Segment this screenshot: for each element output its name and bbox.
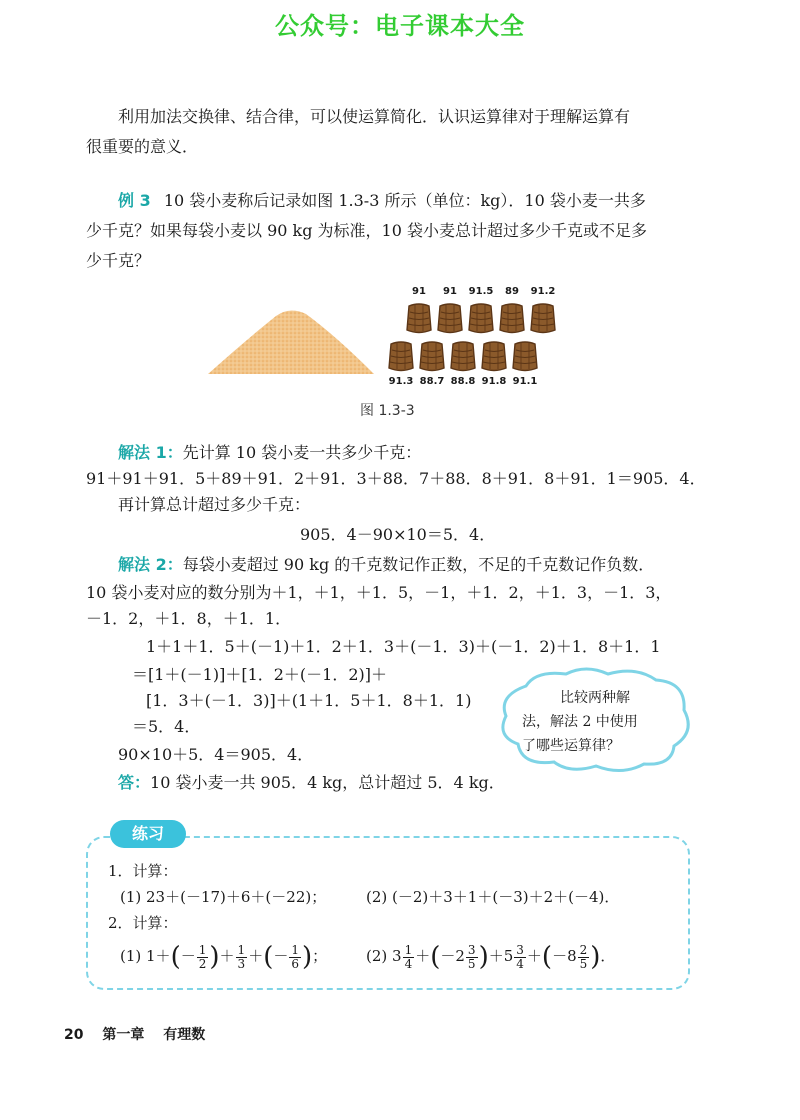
wheat-pile-image (206, 300, 376, 380)
bottom-weight-label: 91.3 (388, 376, 414, 387)
solution1-label: 解法 1： (118, 443, 183, 462)
exercise-q1a: (1) 23＋(－17)＋6＋(－22)； (120, 888, 327, 906)
solution1-line-1 (118, 440, 421, 466)
solution2-line-3: －1．2，＋1．8，＋1．1． (86, 609, 292, 628)
bottom-weight-label: 91.8 (481, 376, 507, 387)
paren-open: ( (541, 942, 553, 972)
solution2-text: 每袋小麦超过 90 kg 的千克数记作正数，不足的千克数记作负数． (182, 555, 655, 574)
fraction (403, 944, 415, 971)
solution2-line-2: 10 袋小麦对应的数分别为＋1，＋1，＋1．5，－1，＋1．2，＋1．3，－1．3， (86, 583, 672, 602)
paren-close: ) (590, 942, 601, 972)
example-line-3: 少千克？ (86, 251, 151, 270)
answer-line (118, 770, 505, 796)
bottom-weight-label: 88.8 (450, 376, 476, 387)
exercise-q1b: (2) (－2)＋3＋1＋(－3)＋2＋(－4)． (366, 888, 620, 906)
chapter-label: 第一章 (102, 1027, 145, 1043)
fraction-den: 4 (404, 956, 413, 971)
q2a-prefix: (1) 1＋ (120, 947, 171, 965)
q2a-end: ； (312, 947, 328, 965)
solution2-calc-4: ＝5．4． (132, 717, 201, 736)
q2b-f4-sign: －8 (552, 947, 577, 965)
fraction (236, 944, 248, 971)
q2a-mid-2: ＋ (248, 947, 264, 965)
paren-open: ( (170, 942, 181, 972)
q2b-mid: ＋5 (488, 947, 514, 965)
fraction-den: 5 (579, 956, 588, 971)
fraction (578, 944, 590, 971)
fraction-den: 3 (237, 956, 246, 971)
wheat-sack-icon (404, 302, 434, 334)
paren-close: ) (209, 942, 220, 972)
q2a-f1-sign: － (180, 947, 196, 965)
solution2-calc-3: [1．3＋(－1．3)]＋(1＋1．5＋1．8＋1．1) (146, 691, 472, 710)
solution1-line-3: 再计算总计超过多少千克： (118, 495, 311, 514)
top-weight-label: 91 (443, 286, 457, 297)
paren-close: ) (302, 942, 313, 972)
solution2-line-1 (118, 552, 654, 578)
example-line-1 (118, 188, 646, 214)
exercise-q2a (120, 936, 327, 977)
bottom-weight-label: 88.7 (419, 376, 445, 387)
fraction-num: 3 (467, 942, 476, 957)
fraction (289, 944, 301, 971)
exercise-q1-label: 1．计算： (108, 862, 178, 880)
top-weight-label: 91.5 (468, 286, 494, 297)
fraction-num: 1 (237, 942, 246, 957)
fraction-den: 6 (291, 956, 300, 971)
top-weight-label: 91 (412, 286, 426, 297)
wheat-sack-icon (528, 302, 558, 334)
wheat-sack-icon (417, 340, 447, 372)
fraction-num: 1 (404, 942, 413, 957)
example-text-1: 10 袋小麦称后记录如图 1.3-3 所示（单位：kg）．10 袋小麦一共多 (163, 191, 646, 210)
fraction-den: 2 (198, 956, 207, 971)
fraction (466, 944, 478, 971)
intro-line-2: 很重要的意义． (86, 137, 199, 156)
wheat-sack-icon (466, 302, 496, 334)
fraction-num: 1 (291, 942, 300, 957)
exercise-q2b (366, 936, 615, 977)
answer-label: 答： (118, 773, 151, 792)
example-line-2: 少千克？如果每袋小麦以 90 kg 为标准，10 袋小麦总计超过多少千克或不足多 (86, 221, 648, 240)
wheat-sack-icon (510, 340, 540, 372)
paren-open: ( (430, 942, 441, 972)
wheat-sack-icon (386, 340, 416, 372)
exercise-tab: 练习 (110, 820, 186, 848)
top-weight-label: 91.2 (530, 286, 556, 297)
solution2-calc-2: ＝[1＋(－1)]＋[1．2＋(－1．2)]＋ (132, 665, 388, 684)
paren-open: ( (263, 942, 274, 972)
fraction-num: 1 (198, 942, 207, 957)
top-weight-label: 89 (505, 286, 519, 297)
fraction-num: 2 (579, 942, 588, 957)
wheat-sack-icon (435, 302, 465, 334)
fraction (514, 944, 526, 971)
wheat-sack-icon (479, 340, 509, 372)
solution1-equation-1: 91＋91＋91．5＋89＋91．2＋91．3＋88．7＋88．8＋91．8＋91．1＝905．4． (86, 469, 706, 488)
paren-close: ) (478, 942, 489, 972)
bubble-line-1: 比较两种解 (560, 690, 630, 706)
solution1-text: 先计算 10 袋小麦一共多少千克： (182, 443, 422, 462)
exercise-q2-label: 2．计算： (108, 914, 178, 932)
bottom-weight-label: 91.1 (512, 376, 538, 387)
chapter-title: 有理数 (163, 1027, 206, 1043)
q2a-mid: ＋ (219, 947, 235, 965)
fraction (197, 944, 209, 971)
q2a-f3-sign: － (273, 947, 289, 965)
wheat-sack-icon (448, 340, 478, 372)
answer-text: 10 袋小麦一共 905．4 kg，总计超过 5．4 kg． (150, 773, 505, 792)
example-label: 例 3 (118, 191, 151, 210)
solution1-equation-2: 905．4－90×10＝5．4． (300, 525, 496, 544)
bubble-line-3: 了哪些运算律？ (522, 738, 620, 754)
solution2-calc-5: 90×10＋5．4＝905．4． (118, 745, 314, 764)
fraction-num: 3 (516, 942, 524, 957)
q2b-prefix: (2) 3 (366, 947, 402, 965)
figure-caption: 图 1.3-3 (360, 403, 415, 419)
bubble-line-2: 法，解法 2 中使用 (522, 714, 638, 730)
page-number: 20 (64, 1027, 84, 1043)
q2b-plus: ＋ (415, 947, 431, 965)
q2b-end: ． (600, 947, 616, 965)
q2b-f2-sign: －2 (440, 947, 465, 965)
header-watermark: 公众号：电子课本大全 (275, 12, 525, 40)
q2b-plus-2: ＋ (526, 947, 542, 965)
solution2-calc-1: 1＋1＋1．5＋(－1)＋1．2＋1．3＋(－1．3)＋(－1．2)＋1．8＋1．1 (146, 637, 661, 656)
solution2-label: 解法 2： (118, 555, 183, 574)
fraction-den: 5 (467, 956, 476, 971)
page-footer (64, 1024, 205, 1044)
fraction-den: 4 (516, 956, 524, 971)
wheat-sack-icon (497, 302, 527, 334)
intro-line-1: 利用加法交换律、结合律，可以使运算简化．认识运算律对于理解运算有 (118, 107, 631, 126)
